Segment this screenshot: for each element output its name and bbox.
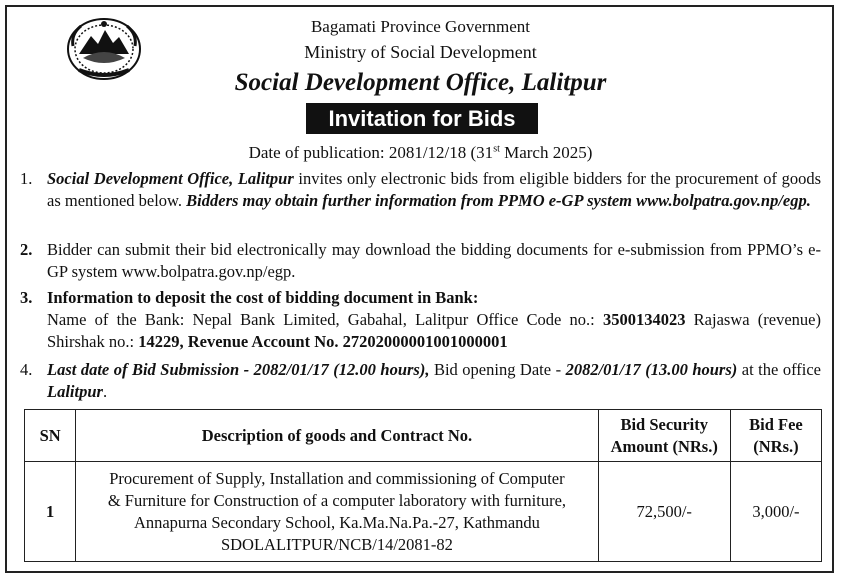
item-4: 4. Last date of Bid Submission - 2082/01/17 (12.00 hours), Bid opening Date - 2082/01/17 (13.00 hours) at the office Lalitpur.: [20, 360, 821, 401]
government-name: Bagamati Province Government: [310, 17, 531, 36]
table-header-row: [25, 410, 822, 462]
item-number: 4.: [20, 360, 33, 379]
row-description: Procurement of Supply, Installation and commissioning of Computer & Furniture for Construction of a computer laboratory with furniture, Annapurna Secondary School, Ka.Ma.Na.Pa.-27, Kathmandu SDOLALITPUR/NCB/14/2081-82: [76, 462, 598, 562]
item-1: 1. Social Development Office, Lalitpur invites only electronic bids from eligible bidders for the procurement of goods as mentioned below. Bidders may obtain further information from PPMO e-GP system www.bolpatra.gov.np/egp.: [20, 169, 822, 210]
item-number: 2.: [20, 240, 33, 259]
col-bid-fee: Bid Fee (NRs.): [730, 410, 821, 462]
table-row: [25, 462, 822, 562]
bank-heading: Information to deposit the cost of bidding document in Bank:: [47, 288, 479, 307]
publication-date: Date of publication: 2081/12/18 (31st March 2025): [248, 143, 593, 162]
item-number: 3.: [20, 288, 33, 307]
col-description: Description of goods and Contract No.: [76, 410, 598, 462]
bid-table: [24, 409, 822, 562]
office-name: Social Development Office, Lalitpur: [234, 69, 607, 96]
item-number: 1.: [20, 169, 33, 188]
row-bid-security: 72,500/-: [598, 462, 730, 562]
row-sn: 1: [25, 462, 76, 562]
ministry-name: Ministry of Social Development: [304, 42, 537, 62]
col-bid-security: Bid Security Amount (NRs.): [598, 410, 730, 462]
notice-title: Invitation for Bids: [306, 103, 538, 134]
row-bid-fee: 3,000/-: [730, 462, 821, 562]
item-3: 3. Information to deposit the cost of bidding document in Bank: Name of the Bank: Nepal Bank Limited, Gabahal, Lalitpur Office Code no.: 3500134023 Rajaswa (revenue) Shirshak no.: 14229, Revenue Account No. 27202000001001000001: [20, 288, 821, 351]
col-sn: SN: [25, 410, 76, 462]
item-2: 2. Bidder can submit their bid electronically may download the bidding documents for e-submission from PPMO’s e-GP system www.bolpatra.gov.np/egp.: [20, 240, 821, 281]
